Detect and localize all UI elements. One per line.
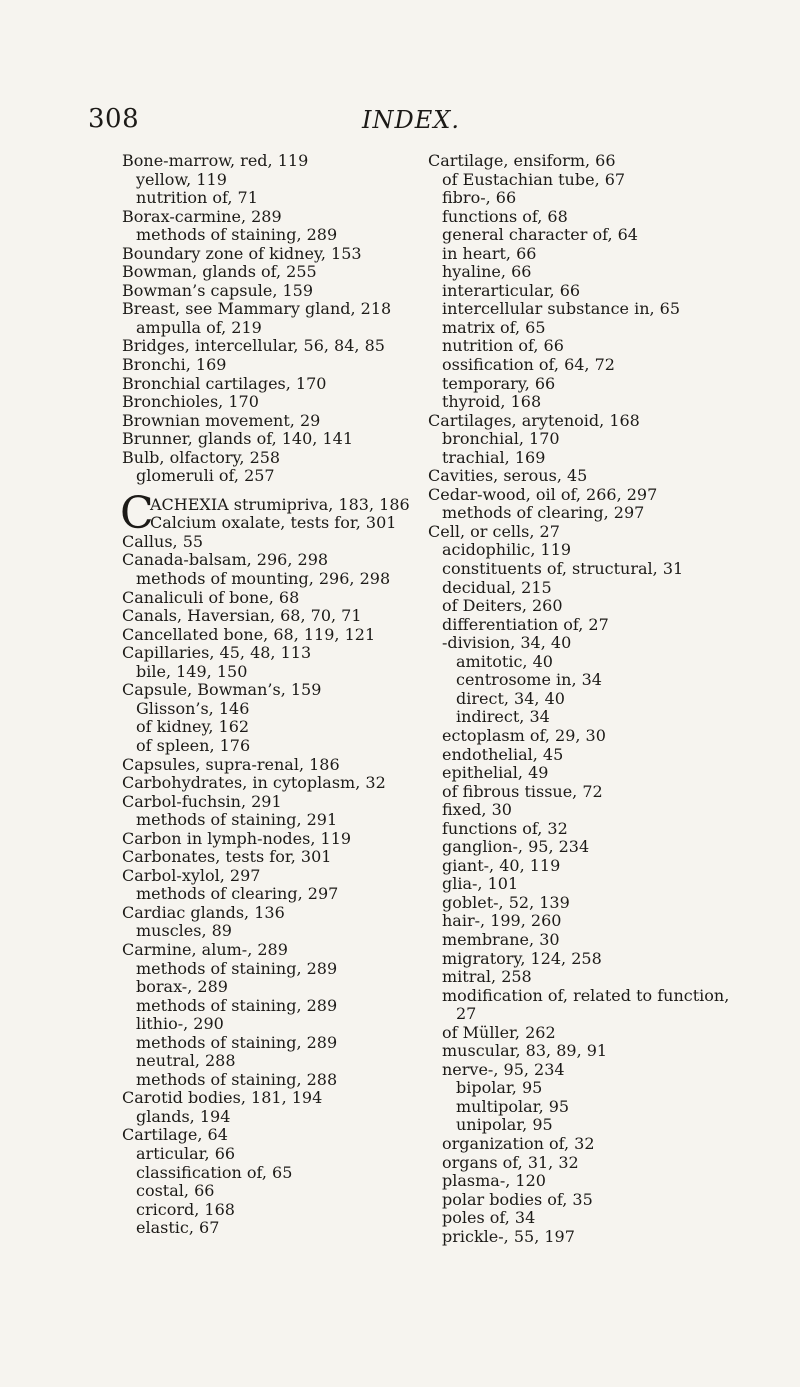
index-entry: Cavities, serous, 45 [428, 466, 588, 486]
index-subentry: of fibrous tissue, 72 [442, 781, 603, 801]
index-subentry: yellow, 119 [136, 169, 227, 189]
index-subentry: trachial, 169 [442, 447, 546, 467]
index-column-left [122, 152, 462, 1238]
index-subentry: mitral, 258 [442, 967, 532, 987]
index-entry: Carbon in lymph-nodes, 119 [122, 828, 352, 848]
index-subentry: poles of, 34 [442, 1208, 536, 1228]
index-subentry: bipolar, 95 [456, 1078, 543, 1098]
index-entry: Cartilage, ensiform, 66 [428, 151, 616, 170]
index-entry: Canaliculi of bone, 68 [122, 587, 300, 607]
index-entry: Brunner, glands of, 140, 141 [122, 429, 353, 449]
index-subentry: classification of, 65 [136, 1162, 293, 1182]
index-subentry: matrix of, 65 [442, 317, 546, 337]
index-subentry: bronchial, 170 [442, 429, 560, 449]
index-subentry: elastic, 67 [136, 1218, 220, 1238]
index-subentry: nutrition of, 71 [136, 188, 258, 208]
index-subentry: epithelial, 49 [442, 763, 549, 783]
index-subentry: methods of staining, 289 [136, 995, 338, 1015]
index-subentry: indirect, 34 [456, 707, 550, 727]
index-entry: Carbohydrates, in cytoplasm, 32 [122, 773, 386, 793]
index-entry: Canada-balsam, 296, 298 [122, 550, 329, 570]
index-subentry: functions of, 32 [442, 818, 568, 838]
index-subentry: functions of, 68 [442, 206, 568, 226]
index-entry: Carmine, alum-, 289 [122, 939, 288, 959]
index-subentry: modification of, related to function, [442, 985, 730, 1005]
index-entry: Cardiac glands, 136 [122, 902, 285, 922]
index-subentry: intercellular substance in, 65 [442, 299, 681, 319]
drop-cap-letter: C [120, 487, 154, 539]
index-subentry: polar bodies of, 35 [442, 1189, 593, 1209]
index-subentry: methods of mounting, 296, 298 [136, 569, 391, 589]
index-entry: Borax-carmine, 289 [122, 206, 282, 226]
index-entry: Canals, Haversian, 68, 70, 71 [122, 606, 362, 626]
index-subentry: fibro-, 66 [442, 188, 517, 208]
index-subentry: nerve-, 95, 234 [442, 1059, 565, 1079]
index-entry: Bulb, olfactory, 258 [122, 447, 281, 467]
index-subentry: general character of, 64 [442, 225, 638, 245]
index-subentry: prickle-, 55, 197 [442, 1226, 575, 1246]
index-subentry: -division, 34, 40 [442, 633, 572, 653]
index-entry: Carbol-xylol, 297 [122, 865, 261, 885]
index-subentry: multipolar, 95 [456, 1096, 570, 1116]
index-subentry: ossification of, 64, 72 [442, 355, 615, 375]
index-entry: Bowman, glands of, 255 [122, 262, 317, 282]
index-subentry: goblet-, 52, 139 [442, 892, 570, 912]
index-subentry: hyaline, 66 [442, 262, 532, 282]
index-subentry: methods of clearing, 297 [136, 884, 339, 904]
index-subentry: differentiation of, 27 [442, 614, 609, 634]
index-entry: Bronchi, 169 [122, 355, 227, 375]
index-subentry: ectoplasm of, 29, 30 [442, 725, 606, 745]
index-subentry: costal, 66 [136, 1181, 215, 1201]
index-subentry: temporary, 66 [442, 373, 556, 393]
index-subentry: interarticular, 66 [442, 280, 581, 300]
index-subentry: amitotic, 40 [456, 651, 553, 671]
index-subentry: ampulla of, 219 [136, 317, 262, 337]
index-subentry: hair-, 199, 260 [442, 911, 562, 931]
index-subentry: articular, 66 [136, 1143, 236, 1163]
index-subentry: plasma-, 120 [442, 1171, 546, 1191]
index-subentry: of Eustachian tube, 67 [442, 169, 626, 189]
index-subentry: giant-, 40, 119 [442, 855, 561, 875]
index-subentry: fixed, 30 [442, 800, 512, 820]
index-entry: Callus, 55 [122, 531, 204, 551]
index-subentry: methods of staining, 289 [136, 225, 338, 245]
index-subentry: of kidney, 162 [136, 717, 250, 737]
index-subentry: direct, 34, 40 [456, 688, 565, 708]
index-entry: Breast, see Mammary gland, 218 [122, 299, 392, 319]
index-subentry: nutrition of, 66 [442, 336, 564, 356]
index-subentry: in heart, 66 [442, 243, 537, 263]
index-entry: Carbonates, tests for, 301 [122, 847, 332, 867]
index-entry: Calcium oxalate, tests for, 301 [150, 513, 397, 533]
index-entry: Capsule, Bowman’s, 159 [122, 680, 322, 700]
index-subentry: methods of staining, 289 [136, 958, 338, 978]
index-entry: Cedar-wood, oil of, 266, 297 [428, 484, 658, 504]
page-number: 308 [88, 104, 140, 134]
index-entry: Cell, or cells, 27 [428, 521, 560, 541]
index-entry: Bowman’s capsule, 159 [122, 280, 314, 300]
index-subentry: of spleen, 176 [136, 735, 251, 755]
index-subentry: glia-, 101 [442, 874, 519, 894]
index-entry-text: ACHEXIA strumipriva, 183, 186 [150, 494, 410, 514]
index-subentry: thyroid, 168 [442, 392, 542, 412]
index-subentry: unipolar, 95 [456, 1115, 553, 1135]
index-subentry: Glisson’s, 146 [136, 698, 250, 718]
index-subentry: methods of staining, 288 [136, 1069, 338, 1089]
index-subentry: cricord, 168 [136, 1199, 235, 1219]
index-entry: Cartilages, arytenoid, 168 [428, 410, 640, 430]
index-subentry: glomeruli of, 257 [136, 466, 275, 486]
index-entry: Bridges, intercellular, 56, 84, 85 [122, 336, 385, 356]
index-subentry: borax-, 289 [136, 977, 228, 997]
index-subentry: glands, 194 [136, 1106, 231, 1126]
index-entry: Capsules, supra-renal, 186 [122, 754, 340, 774]
index-subentry: membrane, 30 [442, 929, 560, 949]
index-subentry: of Deiters, 260 [442, 596, 563, 616]
index-subentry: methods of staining, 291 [136, 810, 338, 830]
index-subentry: decidual, 215 [442, 577, 552, 597]
index-subentry: organization of, 32 [442, 1133, 595, 1153]
index-entry: Brownian movement, 29 [122, 410, 321, 430]
index-column-right [428, 152, 778, 1246]
index-subentry: organs of, 31, 32 [442, 1152, 579, 1172]
index-entry: Capillaries, 45, 48, 113 [122, 643, 312, 663]
index-subentry: methods of staining, 289 [136, 1032, 338, 1052]
index-subentry: migratory, 124, 258 [442, 948, 602, 968]
index-subentry: endothelial, 45 [442, 744, 564, 764]
index-subentry: 27 [456, 1004, 477, 1024]
index-entry: Cartilage, 64 [122, 1125, 228, 1145]
index-subentry: neutral, 288 [136, 1051, 236, 1071]
index-entry: Bronchioles, 170 [122, 392, 259, 412]
index-subentry: constituents of, structural, 31 [442, 559, 684, 579]
index-entry: Bone-marrow, red, 119 [122, 151, 309, 170]
index-subentry: centrosome in, 34 [456, 670, 602, 690]
index-subentry: acidophilic, 119 [442, 540, 572, 560]
index-subentry: bile, 149, 150 [136, 661, 248, 681]
running-header: INDEX. [362, 106, 460, 134]
index-subentry: ganglion-, 95, 234 [442, 837, 590, 857]
index-entry: Carbol-fuchsin, 291 [122, 791, 282, 811]
index-subentry: methods of clearing, 297 [442, 503, 645, 523]
index-entry: Carotid bodies, 181, 194 [122, 1088, 323, 1108]
index-entry: Boundary zone of kidney, 153 [122, 243, 362, 263]
index-subentry: muscles, 89 [136, 921, 232, 941]
index-entry: Bronchial cartilages, 170 [122, 373, 327, 393]
index-entry: Cancellated bone, 68, 119, 121 [122, 624, 376, 644]
index-subentry: muscular, 83, 89, 91 [442, 1041, 608, 1061]
index-subentry: lithio-, 290 [136, 1014, 224, 1034]
index-subentry: of Müller, 262 [442, 1022, 556, 1042]
